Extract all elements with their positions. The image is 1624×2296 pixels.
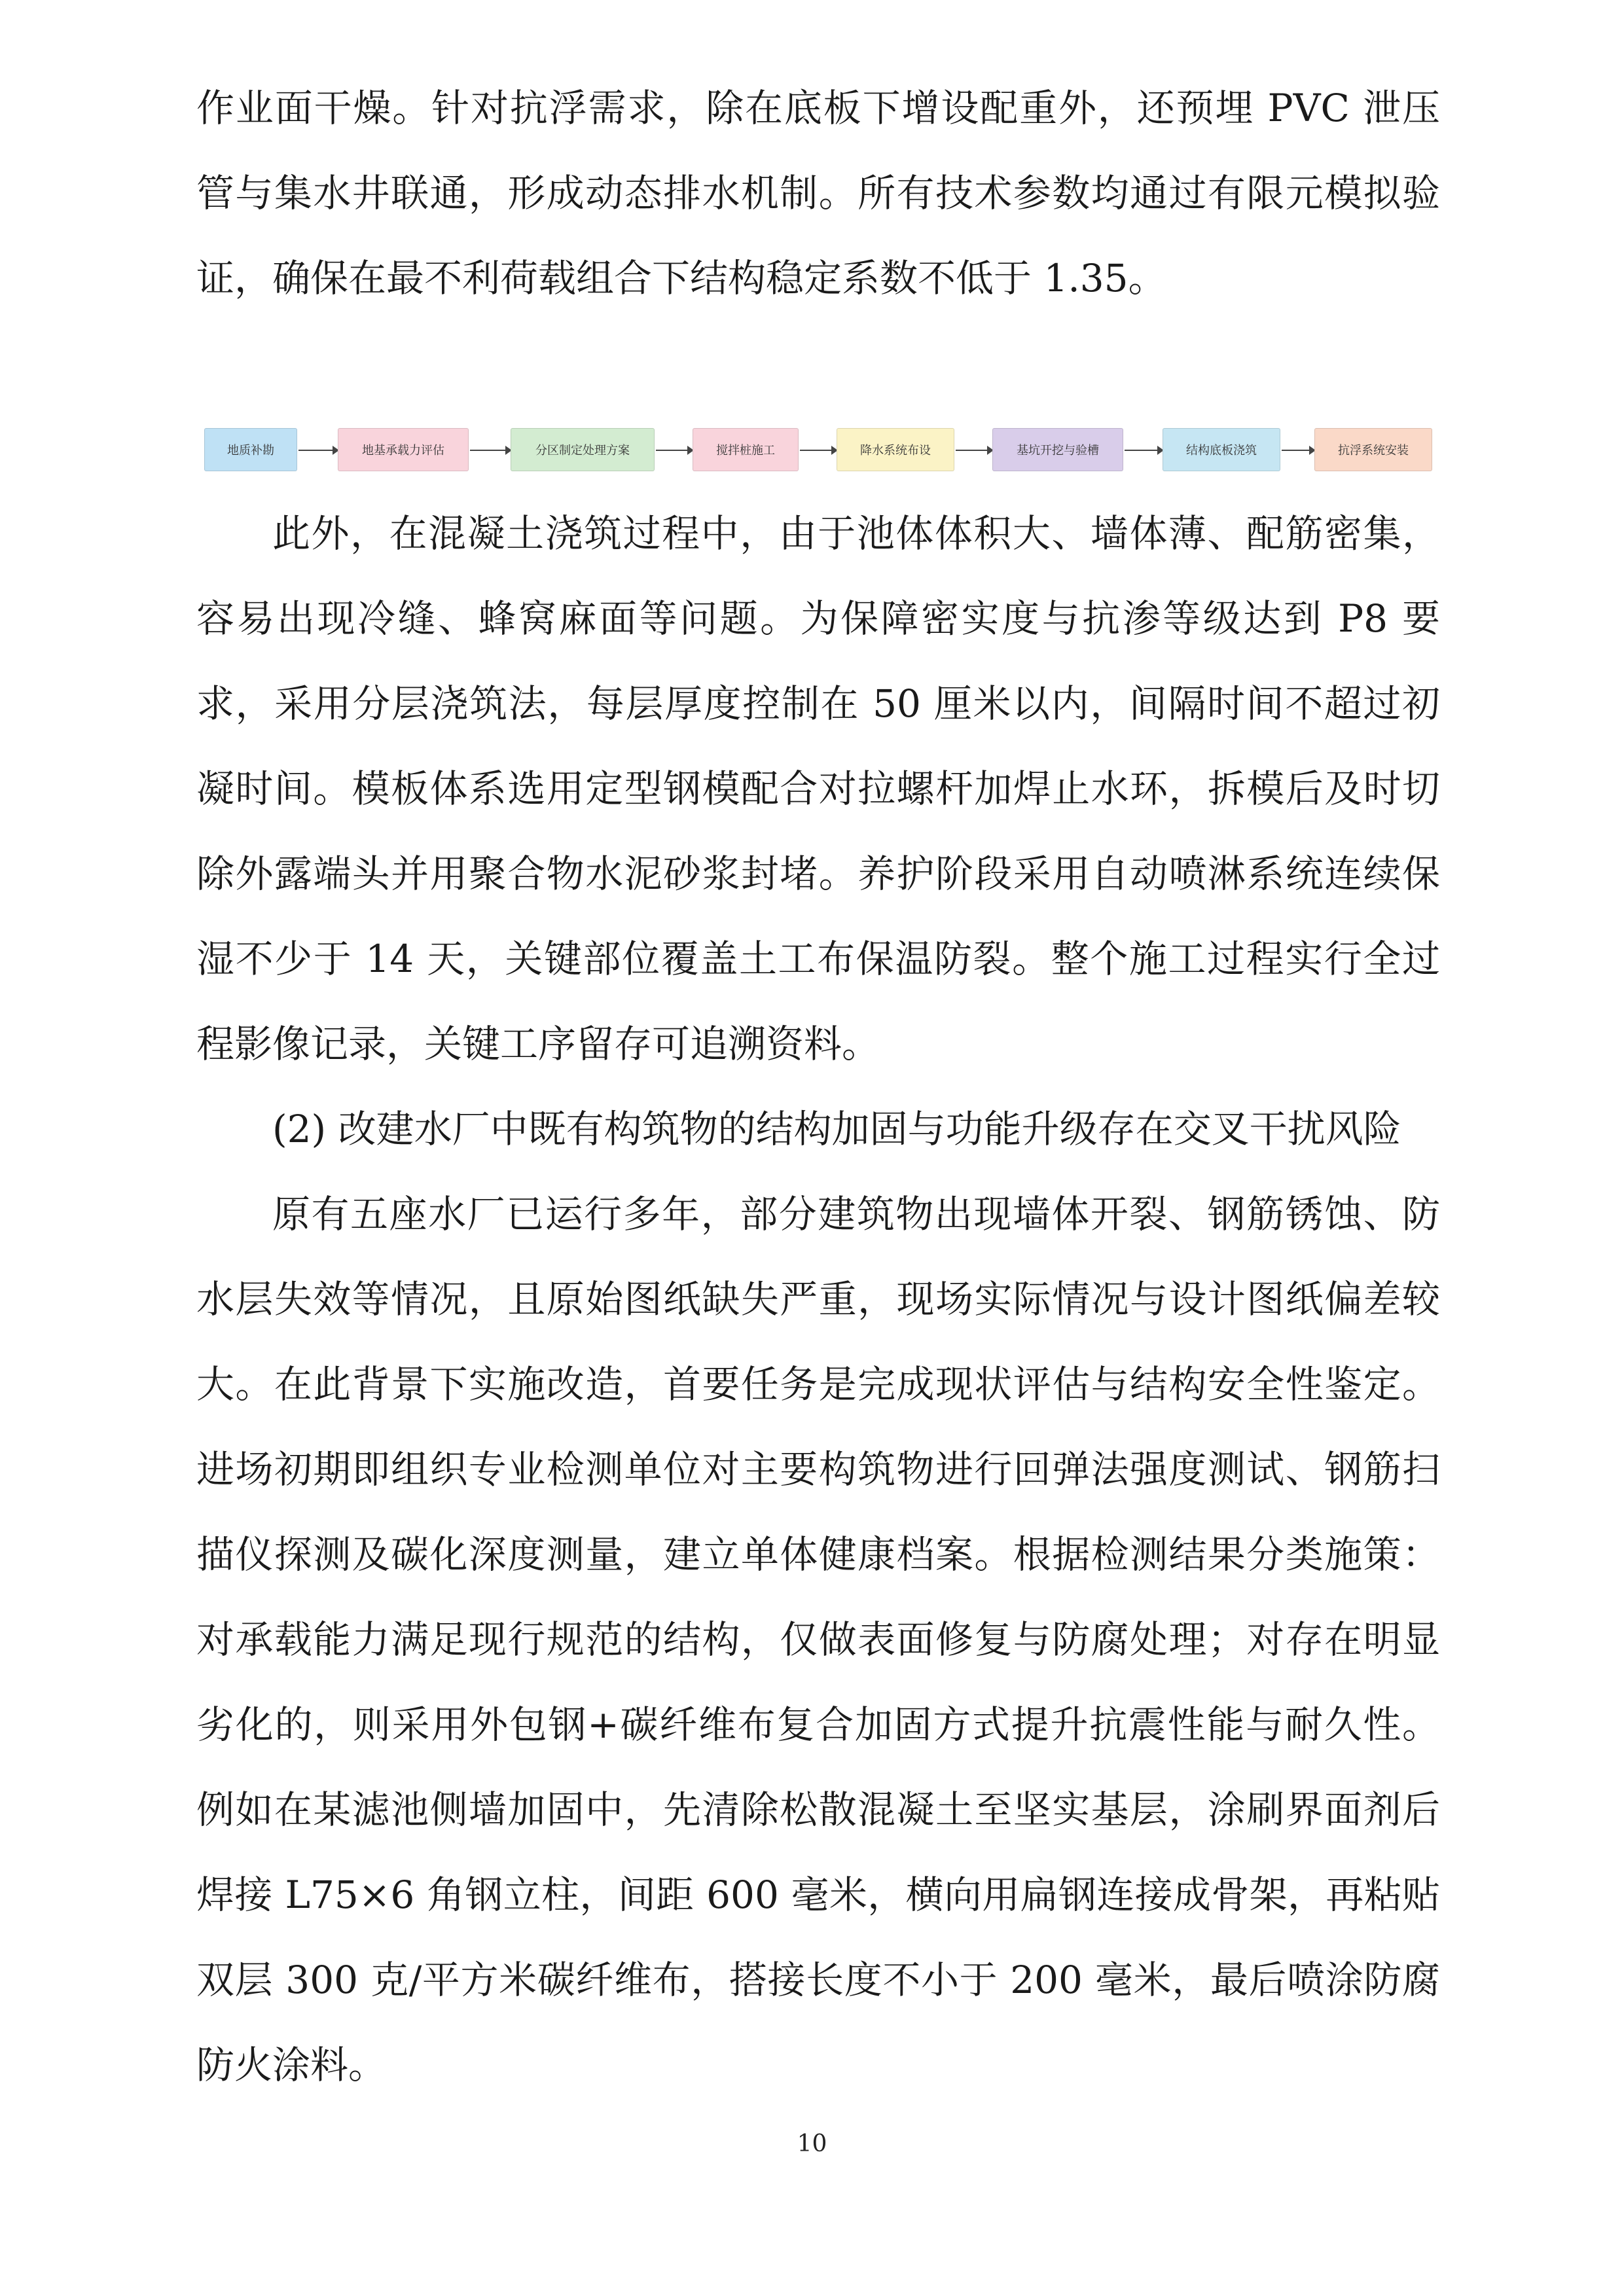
flow-arrow	[956, 450, 992, 451]
flow-arrow	[470, 450, 511, 451]
flow-step: 基坑开挖与验槽	[992, 428, 1123, 471]
flow-arrow	[1282, 450, 1314, 451]
section-heading: (2) 改建水厂中既有构筑物的结构加固与功能升级存在交叉干扰风险	[272, 1107, 1401, 1151]
flow-arrow	[656, 450, 693, 451]
flow-step: 分区制定处理方案	[511, 428, 655, 471]
paragraph: 作业面干燥。针对抗浮需求，除在底板下增设配重外，还预埋 PVC 泄压管与集水井联通，形成动态排水机制。所有技术参数均通过有限元模拟验证，确保在最不利荷载组合下结构稳定系数不低于 1.35。	[196, 86, 1440, 300]
flow-arrow	[800, 450, 837, 451]
flow-step: 抗浮系统安装	[1314, 428, 1432, 471]
flow-step: 地基承载力评估	[338, 428, 469, 471]
flow-step: 结构底板浇筑	[1163, 428, 1280, 471]
page-number: 10	[797, 2130, 827, 2157]
paragraph: 原有五座水厂已运行多年，部分建筑物出现墙体开裂、钢筋锈蚀、防水层失效等情况，且原始图纸缺失严重，现场实际情况与设计图纸偏差较大。在此背景下实施改造，首要任务是完成现状评估与结构安全性鉴定。进场初期即组织专业检测单位对主要构筑物进行回弹法强度测试、钢筋扫描仪探测及碳化深度测量，建立单体健康档案。根据检测结果分类施策：对承载能力满足现行规范的结构，仅做表面修复与防腐处理；对存在明显劣化的，则采用外包钢+碳纤维布复合加固方式提升抗震性能与耐久性。例如在某滤池侧墙加固中，先清除松散混凝土至坚实基层，涂刷界面剂后焊接 L75×6 角钢立柱，间距 600 毫米，横向用扁钢连接成骨架，再粘贴双层 300 克/平方米碳纤维布，搭接长度不小于 200 毫米，最后喷涂防腐防火涂料。	[196, 1192, 1440, 2087]
flow-step: 降水系统布设	[837, 428, 954, 471]
flow-arrow	[1125, 450, 1163, 451]
construction-flowchart	[204, 428, 1432, 473]
paragraph: 此外，在混凝土浇筑过程中，由于池体体积大、墙体薄、配筋密集，容易出现冷缝、蜂窝麻面等问题。为保障密实度与抗渗等级达到 P8 要求，采用分层浇筑法，每层厚度控制在 50 厘米以内，间隔时间不超过初凝时间。模板体系选用定型钢模配合对拉螺杆加焊止水环，拆模后及时切除外露端头并用聚合物水泥砂浆封堵。养护阶段采用自动喷淋系统连续保湿不少于 14 天，关键部位覆盖土工布保温防裂。整个施工过程实行全过程影像记录，关键工序留存可追溯资料。	[196, 511, 1440, 1066]
flow-arrow	[298, 450, 338, 451]
flow-step: 搅拌桩施工	[693, 428, 799, 471]
flow-step: 地质补勘	[204, 428, 297, 471]
